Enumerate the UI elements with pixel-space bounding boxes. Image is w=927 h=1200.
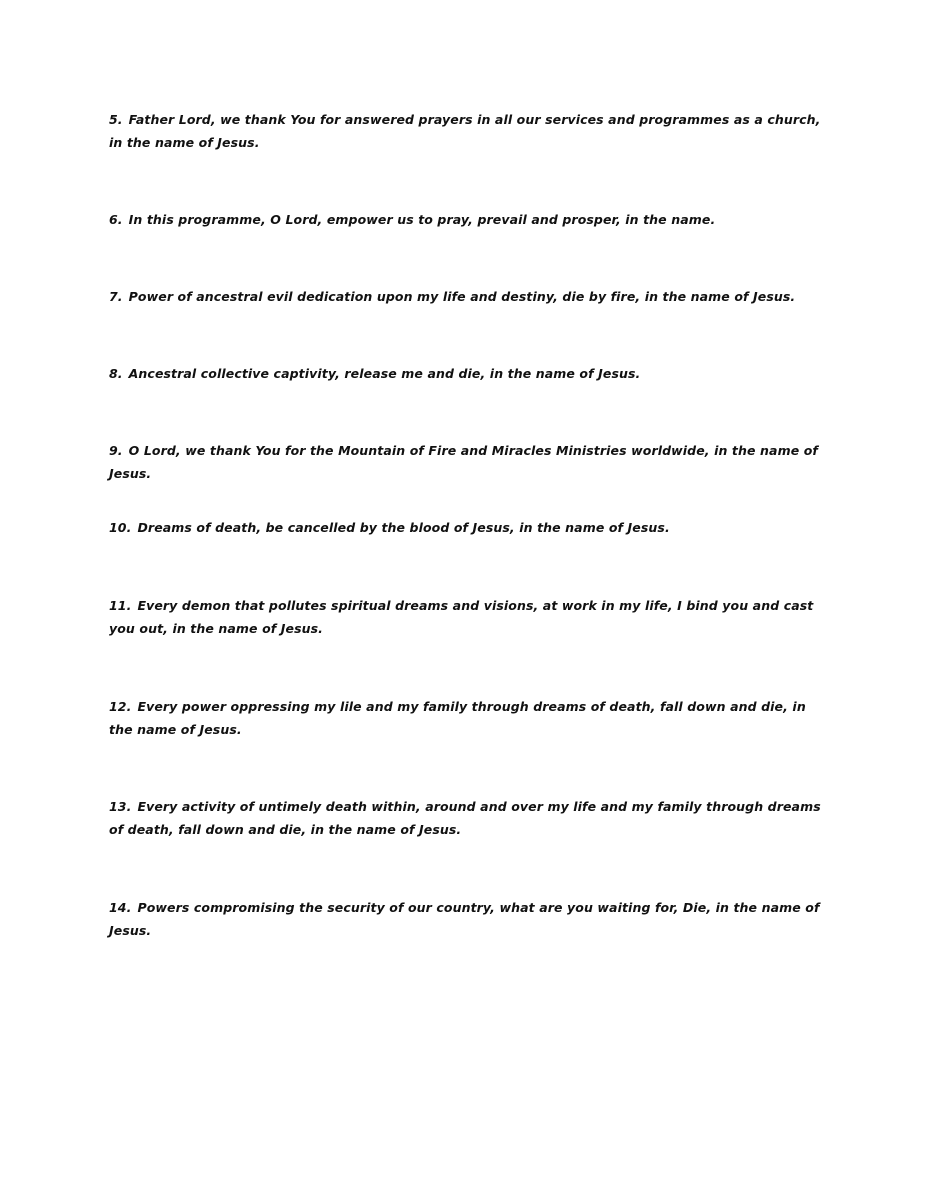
prayer-number: 5. xyxy=(109,112,123,127)
prayer-text: Ancestral collective captivity, release me and die, in the name of Jesus. xyxy=(128,366,641,381)
prayer-item-8 xyxy=(109,362,821,385)
prayer-item-10 xyxy=(109,516,821,539)
prayer-item-12 xyxy=(109,695,821,741)
prayer-text: Father Lord, we thank You for answered prayers in all our services and programmes as a church, in the name of Jesus. xyxy=(109,112,821,150)
prayer-item-5 xyxy=(109,108,821,154)
prayer-number: 12. xyxy=(109,699,132,714)
prayer-text: Every power oppressing my lile and my family through dreams of death, fall down and die, in the name of Jesus. xyxy=(109,699,806,737)
prayer-item-14 xyxy=(109,896,821,942)
prayer-number: 7. xyxy=(109,289,123,304)
prayer-number: 13. xyxy=(109,799,132,814)
prayer-text: O Lord, we thank You for the Mountain of Fire and Miracles Ministries worldwide, in the name of Jesus. xyxy=(109,443,818,481)
prayer-text: Power of ancestral evil dedication upon my life and destiny, die by fire, in the name of Jesus. xyxy=(128,289,796,304)
prayer-item-13 xyxy=(109,795,821,841)
prayer-number: 8. xyxy=(109,366,123,381)
prayer-text: Dreams of death, be cancelled by the blood of Jesus, in the name of Jesus. xyxy=(137,520,670,535)
prayer-number: 6. xyxy=(109,212,123,227)
prayer-text: In this programme, O Lord, empower us to pray, prevail and prosper, in the name. xyxy=(128,212,716,227)
prayer-item-9 xyxy=(109,439,821,485)
prayer-number: 9. xyxy=(109,443,123,458)
prayer-number: 11. xyxy=(109,598,132,613)
prayer-item-6 xyxy=(109,208,821,231)
prayer-number: 10. xyxy=(109,520,132,535)
prayer-item-11 xyxy=(109,594,821,640)
prayer-text: Powers compromising the security of our country, what are you waiting for, Die, in the name of Jesus. xyxy=(109,900,820,938)
prayer-text: Every activity of untimely death within, around and over my life and my family through dreams of death, fall down and die, in the name of Jesus. xyxy=(109,799,821,837)
prayer-text: Every demon that pollutes spiritual dreams and visions, at work in my life, I bind you and cast you out, in the name of Jesus. xyxy=(109,598,814,636)
prayer-item-7 xyxy=(109,285,821,308)
prayer-number: 14. xyxy=(109,900,132,915)
